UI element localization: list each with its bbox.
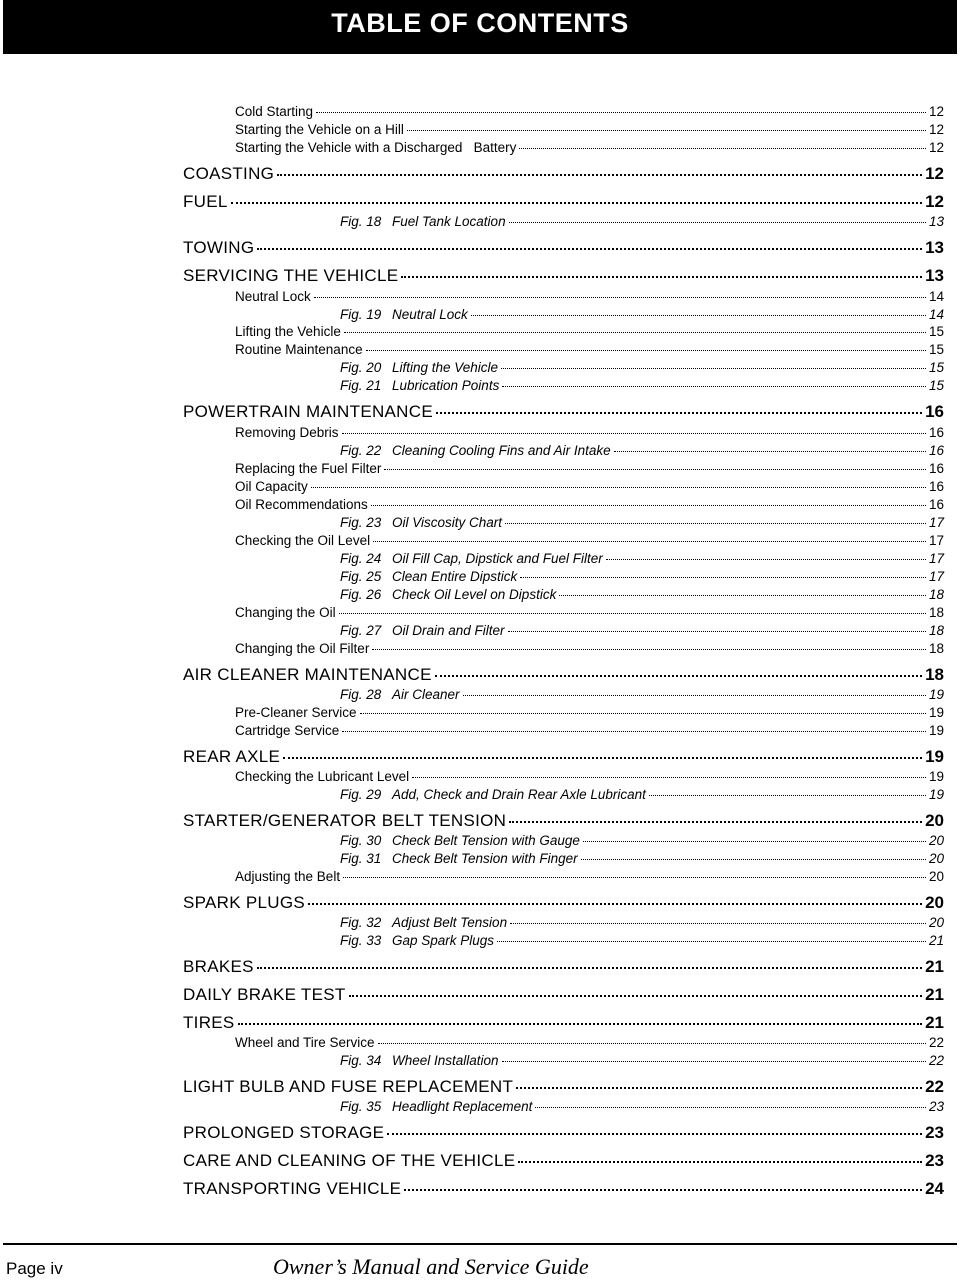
toc-entry[interactable]	[235, 705, 944, 720]
toc-entry[interactable]	[235, 869, 944, 884]
toc-page-number: 13	[925, 266, 944, 285]
toc-page-number: 21	[928, 933, 944, 948]
toc-page-number: 19	[928, 687, 944, 702]
toc-entry[interactable]	[340, 569, 944, 584]
toc-figure-number: Fig. 25	[340, 569, 382, 584]
toc-leader-dots	[436, 412, 922, 414]
toc-entry[interactable]	[183, 1123, 944, 1143]
toc-page-number: 19	[928, 769, 944, 784]
toc-entry-label: Checking the Lubricant Level	[235, 769, 410, 784]
toc-page-number: 18	[928, 623, 944, 638]
toc-page-number: 12	[925, 164, 944, 183]
toc-leader-dots	[412, 777, 926, 778]
toc-entry[interactable]	[340, 307, 944, 322]
toc-entry-label	[340, 1053, 499, 1068]
toc-page-number: 12	[928, 104, 944, 119]
toc-leader-dots	[387, 1133, 922, 1135]
toc-entry-label: Cold Starting	[235, 104, 314, 119]
toc-entry[interactable]	[235, 104, 944, 119]
footer-page-number: Page iv	[6, 1259, 63, 1278]
toc-entry[interactable]	[183, 238, 944, 258]
toc-leader-dots	[535, 1107, 926, 1108]
toc-page-number: 12	[928, 122, 944, 137]
toc-leader-dots	[401, 276, 922, 278]
toc-entry-label: LIGHT BULB AND FUSE REPLACEMENT	[183, 1077, 514, 1096]
toc-entry[interactable]	[340, 587, 944, 602]
toc-leader-dots	[501, 368, 926, 369]
toc-figure-number: Fig. 31	[340, 851, 382, 866]
toc-page-number: 16	[928, 497, 944, 512]
toc-entry-label	[340, 787, 646, 802]
toc-entry[interactable]	[235, 324, 944, 339]
toc-page-number: 18	[928, 587, 944, 602]
toc-entry[interactable]	[183, 192, 944, 212]
toc-page-number: 15	[928, 342, 944, 357]
toc-figure-title: Clean Entire Dipstick	[392, 569, 518, 584]
toc-entry[interactable]	[340, 623, 944, 638]
toc-entry[interactable]	[183, 164, 944, 184]
toc-page-number: 17	[928, 551, 944, 566]
toc-page-number: 16	[928, 425, 944, 440]
toc-page-number: 17	[928, 515, 944, 530]
toc-leader-dots	[378, 1043, 926, 1044]
toc-entry[interactable]	[340, 851, 944, 866]
toc-figure-title: Headlight Replacement	[392, 1099, 533, 1114]
toc-leader-dots	[471, 315, 926, 316]
toc-leader-dots	[502, 1061, 926, 1062]
toc-entry-label: COASTING	[183, 164, 275, 183]
toc-entry[interactable]	[235, 605, 944, 620]
toc-entry[interactable]	[183, 402, 944, 422]
toc-page-number: 13	[925, 238, 944, 257]
toc-entry[interactable]	[235, 342, 944, 357]
toc-entry-label: Changing the Oil Filter	[235, 641, 370, 656]
toc-figure-number: Fig. 29	[340, 787, 382, 802]
toc-leader-dots	[404, 1189, 922, 1191]
toc-figure-number: Fig. 28	[340, 687, 382, 702]
toc-page-number: 14	[928, 289, 944, 304]
toc-figure-number: Fig. 20	[340, 360, 382, 375]
toc-leader-dots	[649, 795, 926, 796]
toc-entry-label	[340, 443, 611, 458]
toc-leader-dots	[519, 148, 926, 149]
toc-leader-dots	[231, 202, 922, 204]
toc-figure-number: Fig. 18	[340, 214, 382, 229]
toc-entry[interactable]	[340, 1053, 944, 1068]
toc-entry-label: Starting the Vehicle with a Discharged Battery	[235, 140, 517, 155]
toc-leader-dots	[435, 675, 922, 677]
toc-figure-number: Fig. 21	[340, 378, 382, 393]
toc-leader-dots	[360, 713, 926, 714]
toc-figure-title: Gap Spark Plugs	[392, 933, 495, 948]
toc-entry[interactable]	[183, 811, 944, 831]
toc-leader-dots	[372, 649, 926, 650]
toc-entry-label: Changing the Oil	[235, 605, 336, 620]
toc-page-number: 13	[928, 214, 944, 229]
toc-leader-dots	[581, 859, 926, 860]
toc-entry[interactable]	[183, 1077, 944, 1097]
toc-entry-label: Wheel and Tire Service	[235, 1035, 375, 1050]
toc-entry[interactable]	[235, 479, 944, 494]
toc-page-number: 12	[925, 192, 944, 211]
toc-entry-label: Adjusting the Belt	[235, 869, 341, 884]
toc-leader-dots	[497, 941, 926, 942]
toc-leader-dots	[508, 631, 926, 632]
toc-figure-number: Fig. 23	[340, 515, 382, 530]
toc-figure-number: Fig. 35	[340, 1099, 382, 1114]
toc-entry-label: BRAKES	[183, 957, 254, 976]
toc-entry-label	[340, 551, 603, 566]
toc-entry[interactable]	[235, 1035, 944, 1050]
toc-entry-label: Removing Debris	[235, 425, 339, 440]
toc-entry-label	[340, 515, 502, 530]
toc-leader-dots	[366, 350, 926, 351]
toc-entry[interactable]	[183, 1151, 944, 1171]
toc-entry[interactable]	[340, 378, 944, 393]
toc-entry-label	[340, 851, 578, 866]
toc-entry[interactable]	[235, 641, 944, 656]
toc-entry-label: Pre-Cleaner Service	[235, 705, 357, 720]
toc-entry-label: FUEL	[183, 192, 228, 211]
toc-figure-title: Lubrication Points	[392, 378, 500, 393]
page-title: TABLE OF CONTENTS	[331, 8, 629, 38]
toc-entry[interactable]	[235, 533, 944, 548]
toc-entry[interactable]	[340, 1099, 944, 1114]
toc-figure-number: Fig. 33	[340, 933, 382, 948]
toc-leader-dots	[343, 877, 926, 878]
toc-leader-dots	[583, 841, 926, 842]
toc-entry-label	[340, 833, 580, 848]
toc-leader-dots	[505, 523, 926, 524]
toc-leader-dots	[342, 433, 926, 434]
toc-figure-number: Fig. 26	[340, 587, 382, 602]
toc-entry[interactable]	[340, 915, 944, 930]
toc-figure-number: Fig. 19	[340, 307, 382, 322]
toc-figure-title: Check Belt Tension with Finger	[392, 851, 578, 866]
toc-entry-label	[340, 1099, 532, 1114]
toc-entry[interactable]	[235, 461, 944, 476]
toc-entry-label: PROLONGED STORAGE	[183, 1123, 385, 1142]
toc-entry-label	[340, 933, 494, 948]
toc-page-number: 23	[928, 1099, 944, 1114]
toc-page-number: 18	[925, 665, 944, 684]
toc-page-number: 14	[928, 307, 944, 322]
toc-leader-dots	[407, 130, 926, 131]
toc-entry-label: REAR AXLE	[183, 747, 281, 766]
toc-entry-label: Starting the Vehicle on a Hill	[235, 122, 404, 137]
toc-page-number: 16	[925, 402, 944, 421]
toc-entry[interactable]	[183, 747, 944, 767]
toc-page-number: 20	[928, 869, 944, 884]
toc-leader-dots	[308, 903, 922, 905]
toc-entry[interactable]	[183, 665, 944, 685]
toc-entry[interactable]	[235, 140, 944, 155]
toc-entry-label: DAILY BRAKE TEST	[183, 985, 346, 1004]
toc-page-number: 21	[925, 957, 944, 976]
toc-page-number: 23	[925, 1123, 944, 1142]
toc-leader-dots	[344, 332, 926, 333]
toc-entry[interactable]	[183, 266, 944, 286]
toc-figure-title: Check Oil Level on Dipstick	[392, 587, 557, 602]
toc-leader-dots	[238, 1023, 923, 1025]
toc-entry[interactable]	[235, 769, 944, 784]
toc-entry[interactable]	[183, 957, 944, 977]
toc-page-number: 20	[928, 833, 944, 848]
toc-page-number: 21	[925, 1013, 944, 1032]
toc-figure-number: Fig. 22	[340, 443, 382, 458]
toc-leader-dots	[463, 695, 926, 696]
toc-page-number: 16	[928, 461, 944, 476]
toc-figure-title: Oil Drain and Filter	[392, 623, 505, 638]
toc-leader-dots	[510, 923, 926, 924]
toc-entry[interactable]	[340, 515, 944, 530]
toc-entry-label: TOWING	[183, 238, 255, 257]
toc-entry[interactable]	[340, 933, 944, 948]
toc-entry-label: AIR CLEANER MAINTENANCE	[183, 665, 432, 684]
toc-entry[interactable]	[340, 214, 944, 229]
toc-entry-label	[340, 569, 517, 584]
toc-page-number: 19	[928, 705, 944, 720]
toc-leader-dots	[257, 248, 922, 250]
toc-page-number: 19	[928, 723, 944, 738]
toc-entry-label	[340, 214, 506, 229]
toc-entry-label: Checking the Oil Level	[235, 533, 371, 548]
toc-leader-dots	[371, 505, 926, 506]
toc-entry[interactable]	[340, 360, 944, 375]
title-banner	[3, 0, 957, 54]
toc-entry[interactable]	[340, 687, 944, 702]
toc-page-number: 17	[928, 569, 944, 584]
toc-page-number: 20	[925, 811, 944, 830]
toc-page-number: 16	[928, 443, 944, 458]
toc-figure-title: Fuel Tank Location	[392, 214, 506, 229]
toc-entry[interactable]	[183, 1013, 944, 1033]
footer-divider	[3, 1243, 957, 1245]
toc-page-number: 19	[928, 787, 944, 802]
toc-leader-dots	[518, 1161, 922, 1163]
toc-page-number: 18	[928, 641, 944, 656]
toc-figure-title: Check Belt Tension with Gauge	[392, 833, 580, 848]
toc-entry-label: Oil Capacity	[235, 479, 308, 494]
toc-leader-dots	[257, 967, 922, 969]
toc-leader-dots	[559, 595, 926, 596]
toc-entry-label: Replacing the Fuel Filter	[235, 461, 382, 476]
toc-entry-label: Neutral Lock	[235, 289, 311, 304]
toc-figure-title: Lifting the Vehicle	[392, 360, 499, 375]
toc-page-number: 22	[928, 1035, 944, 1050]
toc-figure-number: Fig. 32	[340, 915, 382, 930]
toc-entry[interactable]	[235, 723, 944, 738]
toc-page-number: 22	[925, 1077, 944, 1096]
toc-leader-dots	[283, 757, 922, 759]
toc-entry[interactable]	[340, 551, 944, 566]
toc-entry[interactable]	[340, 787, 944, 802]
toc-entry-label: STARTER/GENERATOR BELT TENSION	[183, 811, 507, 830]
toc-page-number: 15	[928, 360, 944, 375]
toc-page-number: 20	[925, 893, 944, 912]
toc-entry[interactable]	[235, 425, 944, 440]
toc-entry-label: TIRES	[183, 1013, 235, 1032]
toc-page-number: 21	[925, 985, 944, 1004]
toc-leader-dots	[520, 577, 926, 578]
toc-page-number: 18	[928, 605, 944, 620]
toc-leader-dots	[384, 469, 926, 470]
toc-entry[interactable]	[235, 289, 944, 304]
toc-entry-label	[340, 378, 499, 393]
toc-leader-dots	[606, 559, 926, 560]
toc-entry[interactable]	[183, 893, 944, 913]
toc-figure-number: Fig. 30	[340, 833, 382, 848]
toc-page-number: 23	[925, 1151, 944, 1170]
toc-page-number: 24	[925, 1179, 944, 1198]
toc-entry-label: SPARK PLUGS	[183, 893, 306, 912]
toc-entry[interactable]	[340, 443, 944, 458]
toc-page-number: 15	[928, 324, 944, 339]
toc-page-number: 17	[928, 533, 944, 548]
toc-leader-dots	[502, 386, 926, 387]
toc-entry-label	[340, 687, 460, 702]
toc-entry-label: Routine Maintenance	[235, 342, 363, 357]
toc-entry[interactable]	[340, 833, 944, 848]
toc-leader-dots	[509, 222, 926, 223]
toc-leader-dots	[316, 112, 926, 113]
toc-leader-dots	[614, 451, 926, 452]
toc-leader-dots	[311, 487, 926, 488]
toc-entry-label: SERVICING THE VEHICLE	[183, 266, 399, 285]
toc-page-number: 22	[928, 1053, 944, 1068]
toc-entry-label: CARE AND CLEANING OF THE VEHICLE	[183, 1151, 516, 1170]
toc-figure-title: Cleaning Cooling Fins and Air Intake	[392, 443, 611, 458]
toc-leader-dots	[509, 821, 922, 823]
toc-entry[interactable]	[235, 122, 944, 137]
toc-entry-label	[340, 587, 556, 602]
toc-page-number: 19	[925, 747, 944, 766]
toc-entry-label	[340, 307, 468, 322]
toc-figure-title: Air Cleaner	[392, 687, 460, 702]
toc-figure-title: Add, Check and Drain Rear Axle Lubricant	[392, 787, 646, 802]
toc-leader-dots	[516, 1087, 922, 1089]
toc-entry-label	[340, 915, 507, 930]
toc-leader-dots	[277, 174, 922, 176]
footer-guide-title: Owner’s Manual and Service Guide	[273, 1254, 589, 1279]
toc-page-number: 15	[928, 378, 944, 393]
toc-entry[interactable]	[183, 985, 944, 1005]
toc-entry-label: POWERTRAIN MAINTENANCE	[183, 402, 433, 421]
toc-figure-title: Adjust Belt Tension	[392, 915, 508, 930]
toc-entry[interactable]	[235, 497, 944, 512]
toc-page-number: 20	[928, 915, 944, 930]
toc-page-number: 20	[928, 851, 944, 866]
toc-leader-dots	[314, 297, 926, 298]
toc-page-number: 16	[928, 479, 944, 494]
toc-figure-number: Fig. 24	[340, 551, 382, 566]
toc-entry-label: Lifting the Vehicle	[235, 324, 341, 339]
toc-figure-title: Oil Viscosity Chart	[392, 515, 503, 530]
toc-figure-number: Fig. 34	[340, 1053, 382, 1068]
toc-entry[interactable]	[183, 1179, 944, 1199]
toc-leader-dots	[339, 613, 926, 614]
toc-entry-label	[340, 623, 505, 638]
toc-leader-dots	[373, 541, 926, 542]
toc-figure-number: Fig. 27	[340, 623, 382, 638]
toc-entry-label: Oil Recommendations	[235, 497, 368, 512]
toc-leader-dots	[349, 995, 922, 997]
toc-figure-title: Wheel Installation	[392, 1053, 499, 1068]
toc-entry-label	[340, 360, 498, 375]
toc-entry-label: TRANSPORTING VEHICLE	[183, 1179, 402, 1198]
toc-page-number: 12	[928, 140, 944, 155]
toc-entry-label: Cartridge Service	[235, 723, 340, 738]
toc-figure-title: Oil Fill Cap, Dipstick and Fuel Filter	[392, 551, 603, 566]
toc-figure-title: Neutral Lock	[392, 307, 468, 322]
toc-leader-dots	[342, 731, 926, 732]
